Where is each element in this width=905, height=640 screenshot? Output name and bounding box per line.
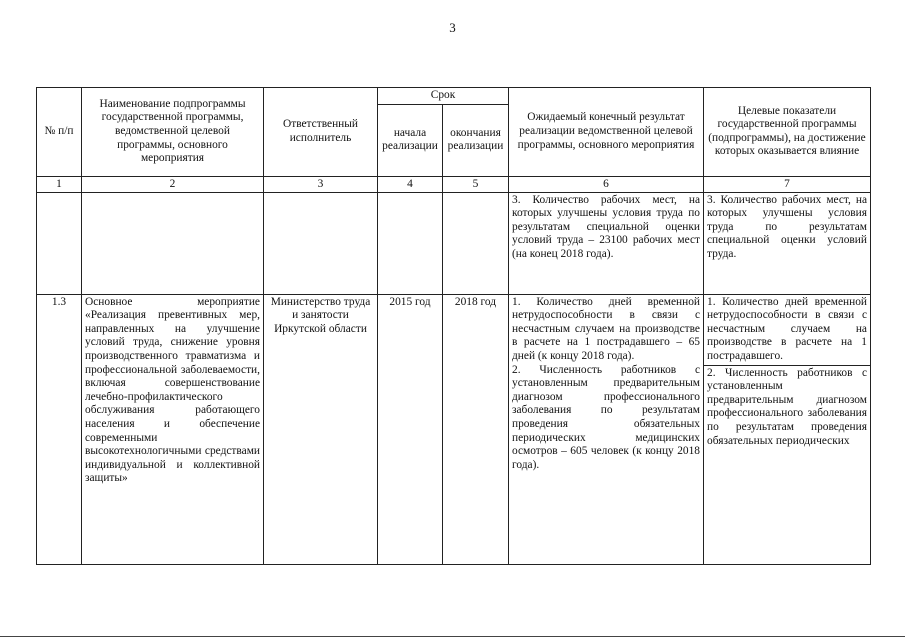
row-result: 1. Количество дней временной нетрудоспособности в связи с несчастным случаем на производстве в расчете на 1 пострадавшего – 65 дней (к концу 2018 года). 2. Численность работников с установленным предварительным диагнозом профессионального заболевания по результатам проведения обязательных периодических медицинских осмотров – 605 человек (к концу 2018 года). (509, 294, 704, 564)
row-executor (264, 192, 378, 294)
target-indicator-2: 2. Численность работников с установленным предварительным диагнозом профессионального заболевания по результатам проведения обязательных периодических (707, 366, 867, 447)
column-number-row (37, 176, 871, 192)
column-number: 1 (37, 176, 82, 192)
header-executor: Ответственный исполнитель (264, 88, 378, 177)
header-result: Ожидаемый конечный результат реализации ведомственной целевой программы, основного мероприятия (509, 88, 704, 177)
header-term: Срок (378, 88, 509, 105)
header-end: окончания реализации (443, 104, 509, 176)
target-indicator-1: 1. Количество дней временной нетрудоспособности в связи с несчастным случаем на производстве в расчете на 1 пострадавшего. (704, 295, 870, 366)
table-row (37, 294, 871, 564)
row-end (443, 192, 509, 294)
row-result: 3. Количество рабочих мест, на которых улучшены условия труда по результатам специальной оценки условий труда – 23100 рабочих мест (на конец 2018 года). (509, 192, 704, 294)
header-start: начала реализации (378, 104, 443, 176)
page-bottom-edge (0, 636, 905, 637)
column-number: 6 (509, 176, 704, 192)
table-row (37, 192, 871, 294)
row-num: 1.3 (37, 294, 82, 564)
row-start: 2015 год (378, 294, 443, 564)
program-table (36, 87, 871, 565)
column-number: 4 (378, 176, 443, 192)
row-name (82, 192, 264, 294)
column-number: 5 (443, 176, 509, 192)
row-end: 2018 год (443, 294, 509, 564)
row-num (37, 192, 82, 294)
row-start (378, 192, 443, 294)
row-executor: Министерство труда и занятости Иркутской области (264, 294, 378, 564)
column-number: 7 (704, 176, 871, 192)
header-num: № п/п (37, 88, 82, 177)
page-number: 3 (449, 20, 456, 35)
column-number: 2 (82, 176, 264, 192)
header-target: Целевые показатели государственной программы (подпрограммы), на достижение которых оказывается влияние (704, 88, 871, 177)
column-number: 3 (264, 176, 378, 192)
row-target: 3. Количество рабочих мест, на которых улучшены условия труда по результатам специальной оценки условий труда. (704, 192, 871, 294)
header-name: Наименование подпрограммы государственной программы, ведомственной целевой программы, основного мероприятия (82, 88, 264, 177)
row-name: Основное мероприятие «Реализация превентивных мер, направленных на улучшение условий труда, снижение уровня производственного травматизма и профессиональной заболеваемости, включая совершенствование лечебно-профилактического обслуживания работающего населения и обеспечение современными высокотехнологичными средствами индивидуальной и коллективной защиты» (82, 294, 264, 564)
row-target (704, 294, 871, 564)
